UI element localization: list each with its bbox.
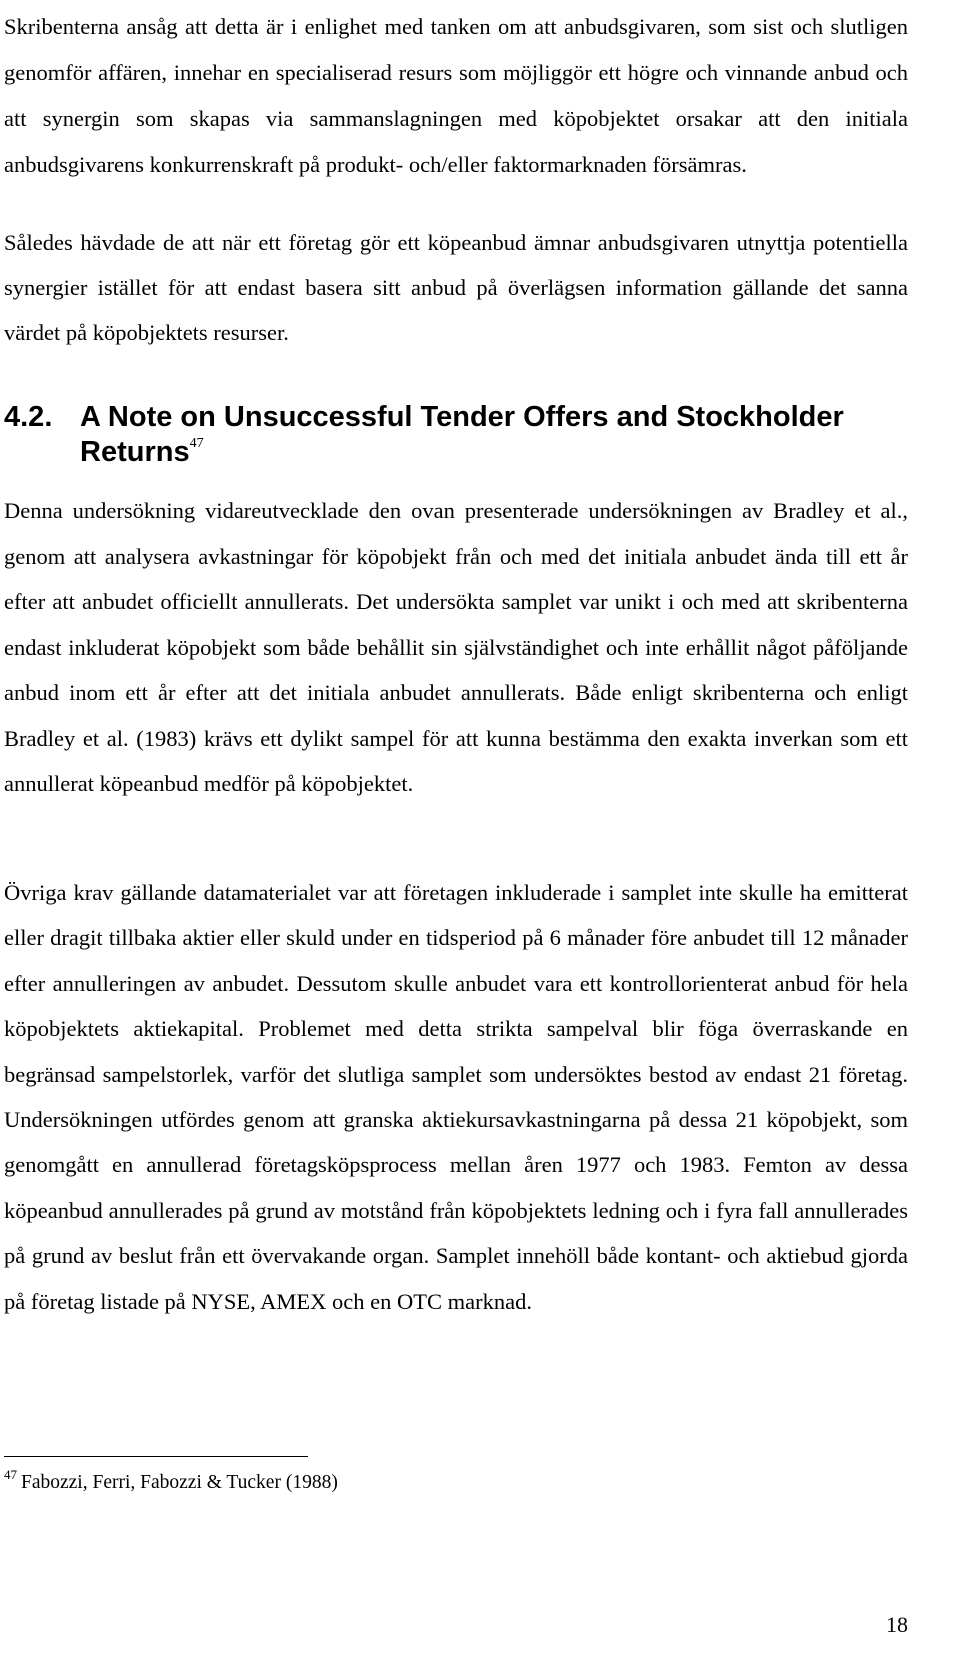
section-title-wrap <box>80 400 914 470</box>
paragraph-synergies: Således hävdade de att när ett företag gör ett köpeanbud ämnar anbudsgivaren utnyttja potentiella synergier istället för att endast basera sitt anbud på överlägsen information gällande det sanna värdet på köpobjektets resurser. <box>4 230 908 345</box>
page-number: 18 <box>886 1612 908 1637</box>
section-heading <box>4 400 914 470</box>
section-title: A Note on Unsuccessful Tender Offers and Stockholder Returns <box>80 401 844 468</box>
footnote-marker: 47 <box>4 1467 17 1482</box>
footnote-reference: 47 <box>189 436 204 451</box>
section-number: 4.2. <box>4 401 53 433</box>
footnote-text: Fabozzi, Ferri, Fabozzi & Tucker (1988) <box>21 1472 338 1493</box>
paragraph-intro: Skribenterna ansåg att detta är i enlighet med tanken om att anbudsgivaren, som sist och slutligen genomför affären, innehar en specialiserad resurs som möjliggör ett högre och vinnande anbud och att synergin som skapas via sammanslagningen med köpobjektet orsakar att den initiala anbudsgivarens konkurrenskraft på produkt- och/eller faktormarknaden försämras. <box>4 14 908 177</box>
footnote <box>4 1466 338 1500</box>
paragraph-sample-requirements: Övriga krav gällande datamaterialet var att företagen inkluderade i samplet inte skulle ha emitterat eller dragit tillbaka aktier eller skuld under en tidsperiod på 6 månader före anbudet till 12 månader efter annulleringen av anbudet. Dessutom skulle anbudet vara ett kontrollorienterat anbud för hela köpobjektets aktiekapital. Problemet med detta strikta sampelval blir föga överraskande en begränsad sampelstorlek, varför det slutliga samplet som undersöktes bestod av endast 21 företag. Undersökningen utfördes genom att granska aktiekursavkastningarna på dessa 21 köpobjekt, som genomgått en annullerad företagsköpsprocess mellan åren 1977 och 1983. Femton av dessa köpeanbud annullerades på grund av motstånd från köpobjektets ledning och i fyra fall annullerades på grund av beslut från ett övervakande organ. Samplet innehöll både kontant- och aktiebud gjorda på företag listade på NYSE, AMEX och en OTC marknad. <box>4 880 908 1314</box>
paragraph-study-description: Denna undersökning vidareutvecklade den ovan presenterade undersökningen av Bradley et al., genom att analysera avkastningar för köpobjekt från och med det initiala anbudet ända till ett år efter att anbudet officiellt annullerats. Det undersökta samplet var unikt i och med att skribenterna endast inkluderat köpobjekt som både behållit sin självständighet och inte erhållit något påföljande anbud inom ett år efter att det initiala anbudet annullerats. Både enligt skribenterna och enligt Bradley et al. (1983) krävs ett dylikt sampel för att kunna bestämma den exakta inverkan som ett annullerat köpeanbud medför på köpobjektet. <box>4 498 908 796</box>
footnote-divider <box>4 1456 308 1457</box>
